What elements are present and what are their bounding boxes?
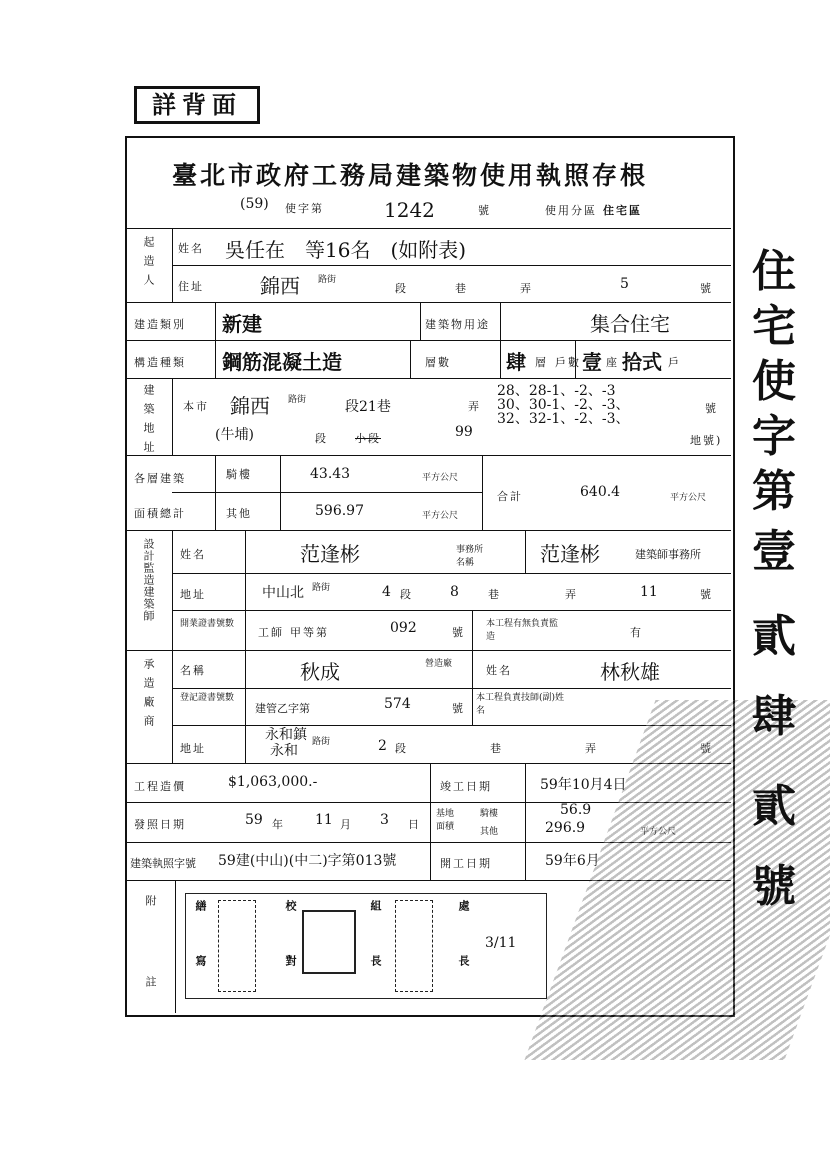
contractor-reg-prefix: 建管乙字第 bbox=[255, 702, 310, 715]
architect-name-label: 姓名 bbox=[180, 548, 206, 561]
base-unit: 平方公尺 bbox=[640, 827, 677, 837]
architect-office-value: 范逢彬 bbox=[540, 542, 600, 566]
architect-license-hao: 號 bbox=[452, 626, 465, 639]
architect-addr-xiang-label: 巷 bbox=[488, 588, 501, 601]
grid-line bbox=[172, 530, 173, 763]
contractor-addr-lane-label: 弄 bbox=[585, 742, 598, 755]
architect-addr-duan-label: 段 bbox=[400, 588, 413, 601]
official-seal bbox=[302, 910, 356, 974]
owner-address-xiang: 巷 bbox=[455, 282, 468, 295]
margin-char: 貳 bbox=[752, 781, 796, 832]
area-arcade-value: 43.43 bbox=[310, 466, 351, 482]
grid-line bbox=[172, 228, 173, 302]
permit-number-suffix: 號 bbox=[478, 204, 491, 217]
contractor-reg-hao: 號 bbox=[452, 702, 465, 715]
architect-office-label: 事務所名稱 bbox=[456, 545, 484, 568]
grid-line bbox=[500, 302, 501, 340]
complete-date-label: 竣工日期 bbox=[440, 780, 492, 793]
site-hao: 號 bbox=[705, 402, 718, 415]
site-lane: 弄 bbox=[468, 400, 481, 413]
contractor-addr-road-unit: 路街 bbox=[312, 737, 331, 747]
architect-supervise-value: 有 bbox=[630, 626, 643, 639]
seal-col-check: 校對 bbox=[284, 900, 297, 1010]
grid-line bbox=[172, 610, 731, 611]
owner-address-lane: 弄 bbox=[520, 282, 533, 295]
personal-seal bbox=[395, 900, 433, 992]
area-arcade-unit: 平方公尺 bbox=[422, 473, 459, 483]
site-nos-2: 30、30-1、-2、-3、 bbox=[497, 397, 630, 413]
margin-char: 使 bbox=[752, 356, 796, 407]
seal-col-chief: 組長 bbox=[369, 900, 382, 1010]
contractor-name-value: 秋成 bbox=[300, 660, 340, 684]
build-use-label: 建築物用途 bbox=[425, 318, 490, 331]
grid-line bbox=[215, 302, 216, 340]
architect-license-label: 開業證書號數 bbox=[180, 619, 235, 629]
architect-supervise-label: 本工程有無負責監造 bbox=[486, 619, 559, 642]
grid-line bbox=[430, 763, 431, 880]
area-total-label: 合計 bbox=[497, 490, 523, 503]
grid-line bbox=[125, 650, 731, 651]
permit-number: 1242 bbox=[384, 198, 435, 222]
site-land-small: 小段 bbox=[355, 432, 381, 445]
margin-char: 字 bbox=[752, 411, 796, 462]
seal-col-copy: 繕寫 bbox=[194, 900, 207, 1010]
site-land-number-label: 地號) bbox=[690, 434, 723, 447]
personal-seal bbox=[218, 900, 256, 992]
architect-license-prefix: 甲等第 bbox=[290, 626, 329, 639]
build-use-value: 集合住宅 bbox=[590, 312, 670, 336]
contractor-name-suffix: 營造廠 bbox=[425, 659, 453, 669]
contractor-addr-duan-label: 段 bbox=[395, 742, 408, 755]
base-other-label: 其他 bbox=[480, 827, 499, 837]
site-road: 路街 bbox=[288, 395, 307, 405]
architect-addr-lane-label: 弄 bbox=[565, 588, 578, 601]
floors-unit: 層 bbox=[535, 356, 548, 369]
build-type-label: 建造類別 bbox=[134, 318, 186, 331]
issue-year-unit: 年 bbox=[272, 818, 285, 831]
grid-line bbox=[420, 302, 421, 340]
contractor-person-label: 姓名 bbox=[486, 664, 512, 677]
construct-permit-label: 建築執照字號 bbox=[130, 857, 196, 870]
cost-label: 工程造價 bbox=[134, 780, 186, 793]
issue-year: 59 bbox=[245, 812, 263, 828]
margin-char: 住 bbox=[752, 246, 796, 297]
seal-col-director: 處長 bbox=[457, 900, 470, 1010]
owner-name-value: 吳任在 等16名 (如附表) bbox=[225, 238, 467, 262]
area-total-unit: 平方公尺 bbox=[670, 493, 707, 503]
households-value: 拾式 bbox=[622, 350, 662, 374]
architect-addr-xiang: 8 bbox=[450, 584, 459, 600]
grid-line bbox=[472, 650, 473, 725]
margin-char: 壹 bbox=[752, 526, 796, 577]
margin-char: 肆 bbox=[752, 691, 796, 742]
grid-line bbox=[172, 688, 731, 689]
base-area-label: 基地面積 bbox=[436, 809, 455, 832]
margin-char: 第 bbox=[752, 466, 796, 517]
architect-addr-road-unit: 路街 bbox=[312, 583, 331, 593]
units-value: 壹 bbox=[582, 350, 602, 374]
grid-line bbox=[245, 530, 246, 763]
issue-day: 3 bbox=[380, 812, 389, 828]
structure-label: 構造種類 bbox=[134, 356, 186, 369]
grid-line bbox=[172, 378, 173, 455]
start-date-label: 開工日期 bbox=[440, 857, 492, 870]
grid-line bbox=[525, 530, 526, 573]
grid-line bbox=[215, 455, 216, 530]
owner-address-duan: 段 bbox=[395, 282, 408, 295]
grid-line bbox=[172, 265, 731, 266]
start-date-value: 59年6月 bbox=[545, 853, 600, 869]
grid-line bbox=[482, 455, 483, 530]
notes-section-label: 附註 bbox=[144, 895, 157, 1057]
detail-back-stamp: 詳背面 bbox=[134, 86, 260, 124]
build-type-value: 新建 bbox=[222, 312, 262, 336]
grid-line bbox=[172, 492, 482, 493]
grid-line bbox=[525, 763, 526, 880]
contractor-reg-number: 574 bbox=[384, 696, 411, 712]
issue-month-unit: 月 bbox=[340, 818, 353, 831]
zone-value: 住宅區 bbox=[603, 204, 642, 217]
owner-address-road: 路街 bbox=[318, 275, 337, 285]
contractor-addr-xiang-label: 巷 bbox=[490, 742, 503, 755]
margin-char: 貳 bbox=[752, 611, 796, 662]
households-unit: 戶 bbox=[668, 356, 681, 369]
site-land-number: 99 bbox=[455, 424, 473, 440]
grid-line bbox=[410, 340, 411, 378]
margin-char: 號 bbox=[752, 861, 796, 912]
area-arcade-label: 騎樓 bbox=[226, 468, 252, 481]
grid-line bbox=[125, 530, 731, 531]
floors-label: 層數 bbox=[425, 356, 451, 369]
contractor-person-value: 林秋雄 bbox=[600, 660, 660, 684]
area-other-value: 596.97 bbox=[315, 503, 364, 519]
grid-line bbox=[215, 340, 216, 378]
architect-license-number: 092 bbox=[390, 620, 417, 636]
owner-address-street: 錦西 bbox=[260, 274, 300, 298]
grid-line bbox=[472, 610, 473, 650]
area-other-unit: 平方公尺 bbox=[422, 511, 459, 521]
structure-value: 鋼筋混凝土造 bbox=[222, 350, 342, 374]
site-land-duan: 段 bbox=[315, 432, 328, 445]
grid-line bbox=[500, 340, 501, 378]
issue-day-unit: 日 bbox=[408, 818, 421, 831]
architect-office-suffix: 建築師事務所 bbox=[635, 548, 701, 561]
base-arcade-value: 56.9 bbox=[560, 802, 592, 818]
site-land-district: (牛埔) bbox=[215, 427, 254, 443]
area-other-label: 其他 bbox=[226, 507, 252, 520]
owner-address-hao: 號 bbox=[700, 282, 713, 295]
grid-line bbox=[175, 880, 176, 1013]
contractor-reg-label: 登記證書號數 bbox=[180, 693, 235, 703]
contractor-addr-road: 永和 bbox=[270, 743, 298, 759]
form-title: 臺北市政府工務局建築物使用執照存根 bbox=[172, 161, 649, 190]
area-section-label-1: 各層建築 bbox=[134, 472, 186, 485]
grid-line bbox=[280, 455, 281, 530]
site-street: 錦西 bbox=[230, 394, 270, 418]
margin-char: 宅 bbox=[752, 301, 796, 352]
site-nos-1: 28、28-1、-2、-3 bbox=[497, 383, 616, 399]
owner-address-label: 住址 bbox=[178, 280, 204, 293]
owner-address-number: 5 bbox=[620, 276, 629, 292]
cost-value: $1,063,000.- bbox=[228, 774, 318, 790]
contractor-addr-duan: 2 bbox=[378, 738, 387, 754]
owner-section-label: 起造人 bbox=[142, 236, 155, 293]
architect-addr-label: 地址 bbox=[180, 588, 206, 601]
architect-addr-duan: 4 bbox=[382, 584, 391, 600]
approval-date-mark: 3/11 bbox=[485, 935, 517, 951]
contractor-name-label: 名稱 bbox=[180, 664, 206, 677]
contractor-section-label: 承造廠商 bbox=[142, 658, 155, 734]
permit-char-label: 使字第 bbox=[285, 202, 324, 215]
architect-license-grade: 工師 bbox=[258, 626, 284, 639]
contractor-engineer-label: 本工程負責技師(副)姓名 bbox=[476, 693, 565, 716]
area-total-value: 640.4 bbox=[580, 484, 621, 500]
contractor-addr-hao: 號 bbox=[700, 742, 713, 755]
contractor-addr-label: 地址 bbox=[180, 742, 206, 755]
floors-value: 肆 bbox=[506, 350, 526, 374]
architect-addr-road: 中山北 bbox=[262, 585, 304, 601]
zone-label: 使用分區 bbox=[545, 204, 597, 217]
architect-addr-number: 11 bbox=[640, 584, 658, 600]
contractor-addr-town: 永和鎮 bbox=[265, 727, 307, 743]
architect-addr-hao: 號 bbox=[700, 588, 713, 601]
grid-line bbox=[125, 378, 731, 379]
grid-line bbox=[125, 228, 731, 229]
architect-section-label: 設計監造建築師 bbox=[142, 538, 155, 622]
base-arcade-label: 騎樓 bbox=[480, 809, 499, 819]
architect-name-value: 范逢彬 bbox=[300, 542, 360, 566]
construct-permit-value: 59建(中山)(中二)字第013號 bbox=[218, 853, 397, 869]
permit-year: (59) bbox=[240, 196, 269, 212]
grid-line bbox=[172, 573, 731, 574]
site-section-label: 建築地址 bbox=[142, 384, 155, 460]
units-label: 戶數 bbox=[555, 356, 581, 369]
units-unit: 座 bbox=[606, 356, 619, 369]
site-duan: 段21巷 bbox=[345, 399, 391, 415]
complete-date-value: 59年10月4日 bbox=[540, 777, 627, 793]
issue-month: 11 bbox=[315, 812, 333, 828]
owner-name-label: 姓名 bbox=[178, 242, 204, 255]
issue-date-label: 發照日期 bbox=[134, 818, 186, 831]
site-nos-3: 32、32-1、-2、-3、 bbox=[497, 411, 630, 427]
base-other-value: 296.9 bbox=[545, 820, 586, 836]
area-section-label-2: 面積總計 bbox=[134, 507, 186, 520]
site-city: 本市 bbox=[183, 400, 209, 413]
